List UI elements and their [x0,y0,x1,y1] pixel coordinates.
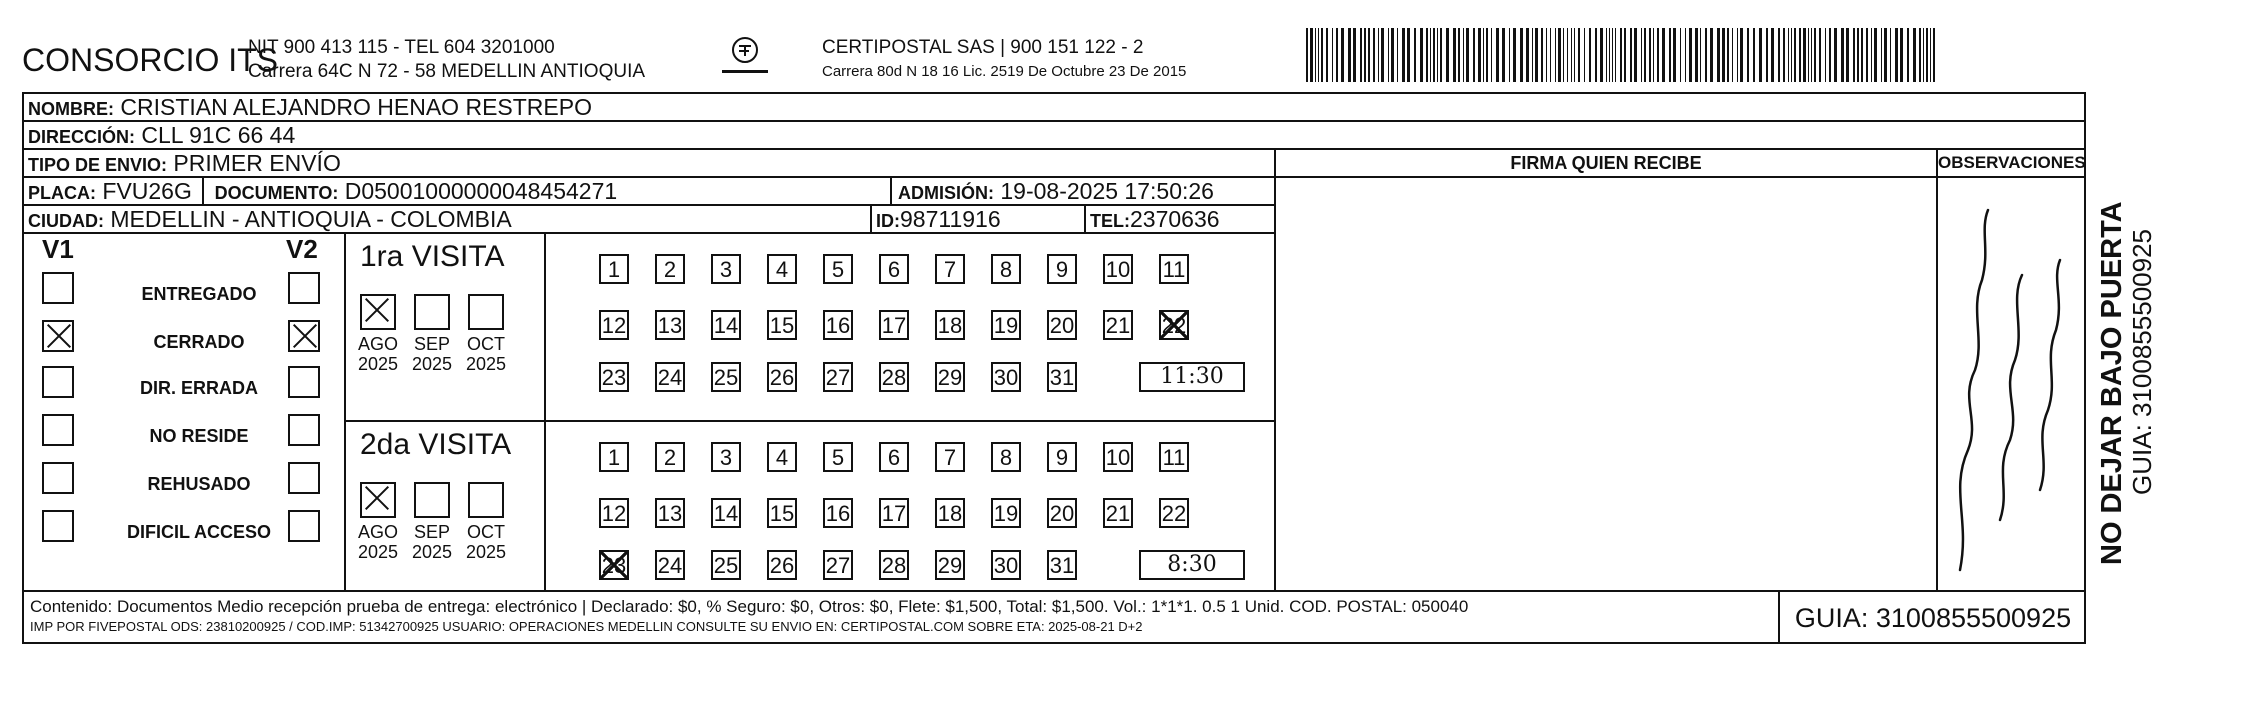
day-box[interactable]: 25 [711,362,741,392]
day-box[interactable]: 27 [823,362,853,392]
day-box[interactable]: 16 [823,498,853,528]
status-v1-checkbox[interactable] [42,462,74,494]
status-v2-checkbox[interactable] [288,510,320,542]
nombre-value: CRISTIAN ALEJANDRO HENAO RESTREPO [120,94,592,120]
day-box[interactable]: 12 [599,310,629,340]
day-box[interactable]: 31 [1047,550,1077,580]
status-label: DIFICIL ACCESO [126,522,271,542]
admision-cell [890,178,1214,206]
day-box[interactable]: 3 [711,254,741,284]
footer-divider [24,590,2084,592]
day-box[interactable]: 14 [711,498,741,528]
ciudad-row [24,206,1276,234]
ciudad-value: MEDELLIN - ANTIOQUIA - COLOMBIA [110,206,512,232]
day-box[interactable]: 25 [711,550,741,580]
day-box[interactable]: 22 [1159,498,1189,528]
nit-line: NIT 900 413 115 - TEL 604 3201000 [248,37,555,58]
day-box[interactable]: 29 [935,362,965,392]
company-name: CONSORCIO ITS [22,42,279,78]
placa-label: PLACA: [28,183,96,203]
status-divider [344,234,346,592]
day-box[interactable]: 14 [711,310,741,340]
day-box[interactable]: 30 [991,362,1021,392]
day-box[interactable]: 17 [879,310,909,340]
visit-title: 1ra VISITA [360,240,505,273]
visit-month-checkbox[interactable] [360,482,396,518]
day-box[interactable]: 29 [935,550,965,580]
visit-time-box[interactable]: 8:30 [1139,550,1245,580]
day-box[interactable]: 15 [767,310,797,340]
day-box[interactable]: 9 [1047,254,1077,284]
direccion-row [24,122,2084,150]
guia-box: GUIA: 3100855500925 [1778,592,2086,644]
day-box[interactable]: 7 [935,254,965,284]
observaciones-divider [1936,150,1938,592]
day-box[interactable]: 10 [1103,442,1133,472]
tel-label: TEL: [1090,211,1130,231]
direccion-value: CLL 91C 66 44 [141,122,296,148]
handwritten-observation-icon [1940,190,2082,590]
day-box[interactable]: 20 [1047,498,1077,528]
day-box[interactable]: 13 [655,310,685,340]
day-box[interactable]: 7 [935,442,965,472]
day-box[interactable]: 20 [1047,310,1077,340]
tipo-label: TIPO DE ENVIO: [28,155,168,175]
company-info [248,36,645,84]
status-v2-checkbox[interactable] [288,462,320,494]
id-label: ID: [876,211,900,231]
visit-month-checkbox[interactable] [414,482,450,518]
tipo-value: PRIMER ENVÍO [173,150,341,176]
observaciones-label: OBSERVACIONES [1938,153,2086,172]
day-box[interactable]: 28 [879,550,909,580]
visit-time-box[interactable]: 11:30 [1139,362,1245,392]
status-v2-checkbox[interactable] [288,414,320,446]
day-box[interactable]: 13 [655,498,685,528]
day-box[interactable]: 24 [655,362,685,392]
direccion-label: DIRECCIÓN: [28,127,135,147]
visit-month-checkbox[interactable] [468,294,504,330]
day-box[interactable]: 5 [823,442,853,472]
address-line: Carrera 64C N 72 - 58 MEDELLIN ANTIOQUIA [248,61,646,82]
day-box[interactable]: 26 [767,362,797,392]
status-v1-checkbox[interactable] [42,272,74,304]
day-box[interactable]: 3 [711,442,741,472]
visit-month-label: SEP 2025 [411,334,453,374]
visit-month-checkbox[interactable] [414,294,450,330]
day-box[interactable]: 15 [767,498,797,528]
day-box[interactable]: 24 [655,550,685,580]
documento-label: DOCUMENTO: [214,183,339,203]
visit-row-divider [344,420,1274,422]
day-box[interactable]: 5 [823,254,853,284]
nombre-row [24,94,2084,122]
day-box[interactable]: 17 [879,498,909,528]
day-box[interactable]: 22 [1159,310,1189,340]
visit-month-label: OCT 2025 [465,334,507,374]
visit-divider [544,234,546,592]
tel-value: 2370636 [1130,206,1220,232]
visit-month-label: AGO 2025 [357,522,399,562]
barcode-icon [1306,28,1936,82]
day-box[interactable]: 26 [767,550,797,580]
day-box[interactable]: 18 [935,310,965,340]
day-box[interactable]: 31 [1047,362,1077,392]
day-box[interactable]: 6 [879,442,909,472]
delivery-form [22,92,2086,644]
day-box[interactable]: 11 [1159,442,1189,472]
day-box[interactable]: 1 [599,254,629,284]
v1-label: V1 [42,234,74,264]
day-box[interactable]: 27 [823,550,853,580]
firma-header [1276,150,1936,178]
v2-label: V2 [286,234,318,264]
status-v1-checkbox[interactable] [42,366,74,398]
day-box[interactable]: 21 [1103,310,1133,340]
status-v1-checkbox[interactable] [42,510,74,542]
day-box[interactable]: 1 [599,442,629,472]
visit-month-label: OCT 2025 [465,522,507,562]
day-box[interactable]: 6 [879,254,909,284]
day-box[interactable]: 4 [767,254,797,284]
day-box[interactable]: 10 [1103,254,1133,284]
firma-divider [1274,150,1276,592]
day-box[interactable]: 18 [935,498,965,528]
certipostal-logo-icon [712,34,778,82]
tel-cell [1084,206,1220,234]
status-label: REHUSADO [147,474,251,494]
certi-line1: CERTIPOSTAL SAS | 900 151 122 - 2 [822,37,1144,58]
status-label: NO RESIDE [149,426,249,446]
admision-label: ADMISIÓN: [898,183,994,203]
firma-label: FIRMA QUIEN RECIBE [1510,153,1702,173]
visit-month-checkbox[interactable] [360,294,396,330]
day-box[interactable]: 11 [1159,254,1189,284]
visit-month-checkbox[interactable] [468,482,504,518]
visit-month-label: AGO 2025 [357,334,399,374]
documento-value: D05001000000048454271 [344,178,618,204]
day-box[interactable]: 16 [823,310,853,340]
placa-value: FVU26G [102,178,192,204]
day-box[interactable]: 4 [767,442,797,472]
no-dejar-bajo-puerta: NO DEJAR BAJO PUERTA [2096,201,2128,565]
certi-line2: Carrera 80d N 18 16 Lic. 2519 De Octubre 23 De 2015 [822,63,1187,80]
day-box[interactable]: 23 [599,362,629,392]
observaciones-header [1938,150,2084,178]
id-value: 98711916 [900,206,1001,232]
day-box[interactable]: 8 [991,254,1021,284]
status-label: DIR. ERRADA [139,378,258,398]
day-box[interactable]: 2 [655,442,685,472]
footer-contenido: Contenido: Documentos Medio recepción prueba de entrega: electrónico | Declarado: $0, % Seguro: $0, Otros: $0, Flete: $1,500, Total: $1,500. Vol.: 1*1*1. 0.5 1 Unid. COD. POSTAL: 050040 [30,597,1469,616]
certipostal-info [822,36,1186,84]
day-box[interactable]: 19 [991,310,1021,340]
day-box[interactable]: 8 [991,442,1021,472]
day-box[interactable]: 21 [1103,498,1133,528]
placa-row [24,178,1276,206]
side-guia: GUIA: 3100855500925 [2127,229,2157,495]
day-box[interactable]: 9 [1047,442,1077,472]
nombre-label: NOMBRE: [28,99,114,119]
day-box[interactable]: 30 [991,550,1021,580]
status-label: ENTREGADO [141,284,257,304]
day-box[interactable]: 12 [599,498,629,528]
status-v1-checkbox[interactable] [42,320,74,352]
status-v2-checkbox[interactable] [288,320,320,352]
id-cell [870,206,1001,234]
status-v2-checkbox[interactable] [288,272,320,304]
admision-value: 19-08-2025 17:50:26 [1000,178,1214,204]
day-box[interactable]: 23 [599,550,629,580]
ciudad-label: CIUDAD: [28,211,104,231]
day-box[interactable]: 28 [879,362,909,392]
visit-title: 2da VISITA [360,428,512,461]
day-box[interactable]: 19 [991,498,1021,528]
status-v1-checkbox[interactable] [42,414,74,446]
footer-imp: IMP POR FIVEPOSTAL ODS: 23810200925 / COD.IMP: 51342700925 USUARIO: OPERACIONES MEDELLIN CONSULTE SU ENVIO EN: CERTIPOSTAL.COM SOBRE ETA: 2025-08-21 D+2 [30,619,1143,634]
visit-month-label: SEP 2025 [411,522,453,562]
tipo-row [24,150,1276,178]
status-label: CERRADO [153,332,245,352]
status-v2-checkbox[interactable] [288,366,320,398]
day-box[interactable]: 2 [655,254,685,284]
